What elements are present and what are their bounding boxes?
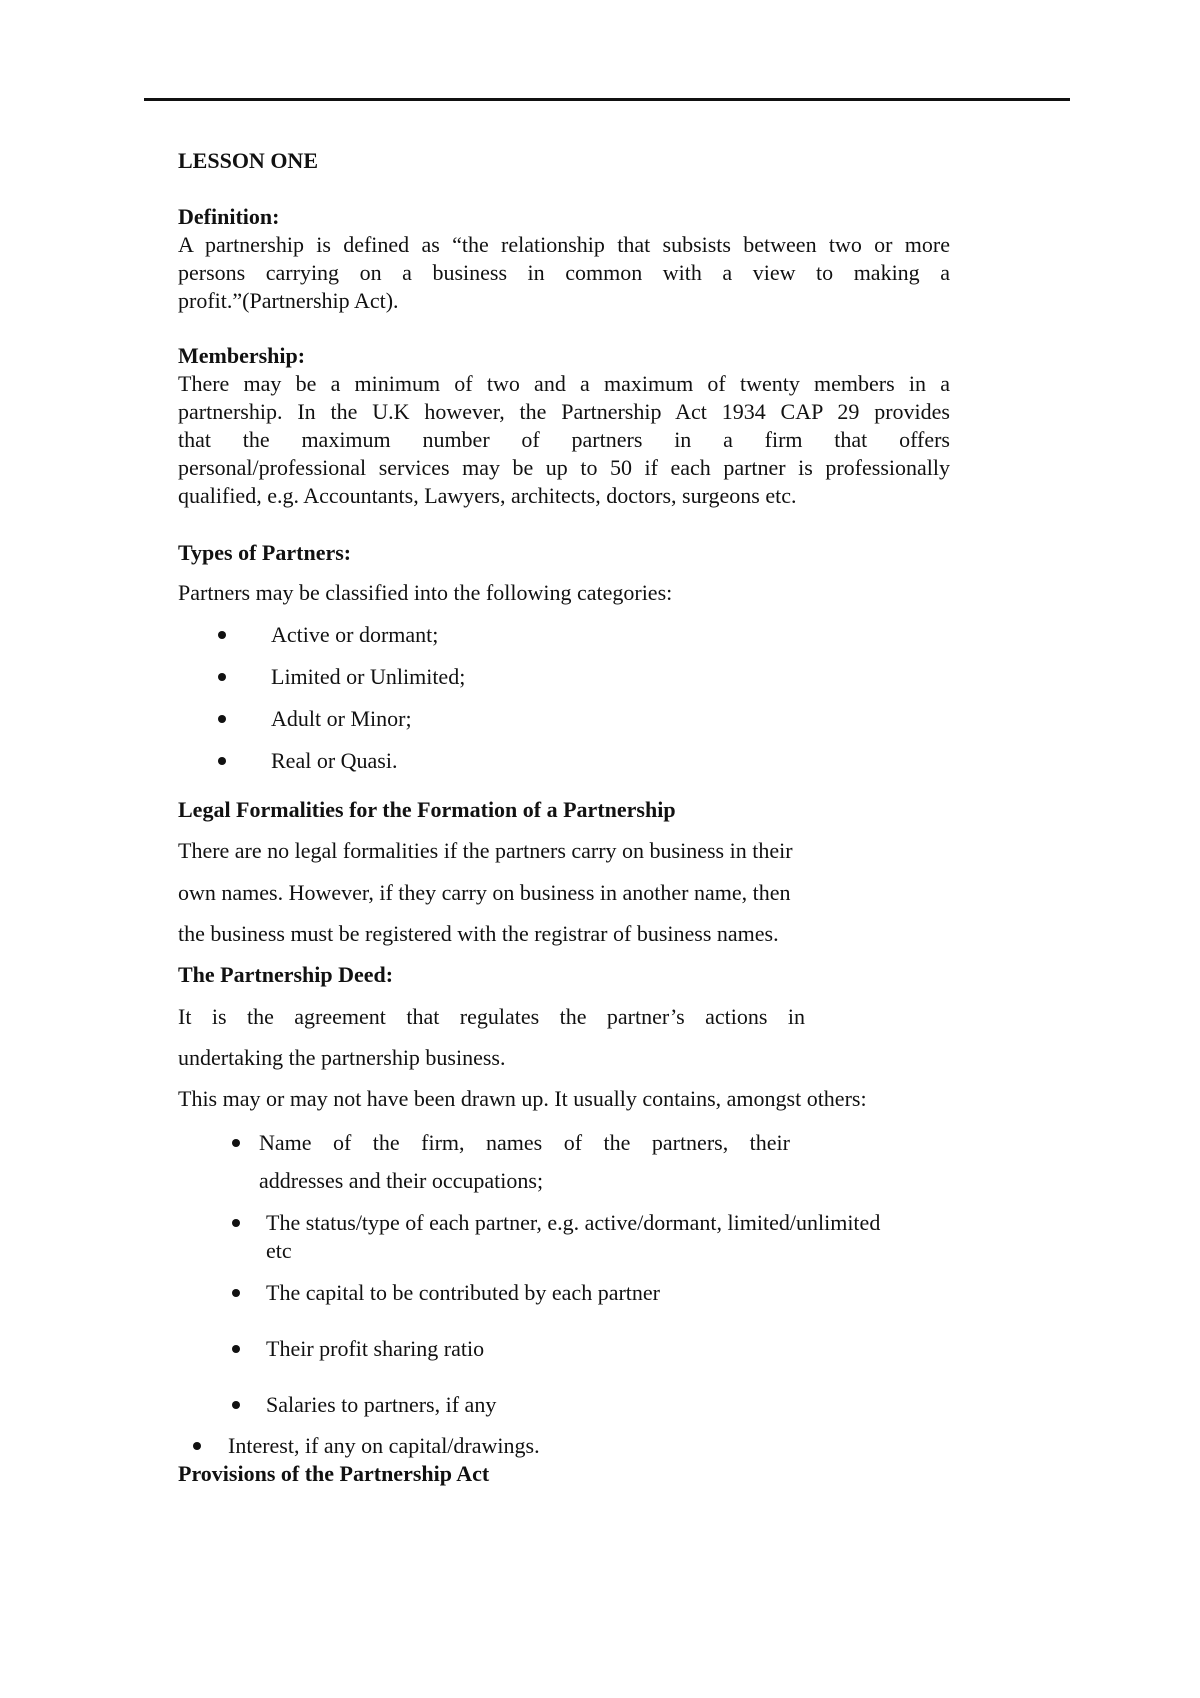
definition-paragraph [178,231,950,315]
deed-item-line: Salaries to partners, if any [266,1392,497,1417]
types-heading: Types of Partners: [178,540,352,565]
legal-line: There are no legal formalities if the partners carry on business in their [178,838,793,863]
bullet-icon [218,715,226,723]
membership-line: There may be a minimum of two and a maximum of twenty members in a [178,371,950,396]
types-item: Limited or Unlimited; [271,664,466,689]
membership-line: that the maximum number of partners in a firm that offers [178,427,950,452]
deed-item-line: Their profit sharing ratio [266,1336,485,1361]
types-item: Active or dormant; [271,622,439,647]
legal-line: the business must be registered with the registrar of business names. [178,921,779,946]
header-rule [144,98,1070,101]
membership-heading: Membership: [178,343,306,368]
types-intro: Partners may be classified into the following categories: [178,580,673,605]
bullet-icon [232,1289,240,1297]
bullet-icon [218,631,226,639]
bullet-icon [193,1442,201,1450]
definition-line: profit.”(Partnership Act). [178,288,399,313]
definition-heading: Definition: [178,204,280,229]
bullet-icon [232,1345,240,1353]
deed-item-line: The capital to be contributed by each partner [266,1280,660,1305]
deed-item-line: etc [266,1238,292,1263]
deed-item-line: addresses and their occupations; [259,1168,544,1193]
deed-line: It is the agreement that regulates the partner’s actions in [178,1004,805,1029]
membership-paragraph [178,370,950,510]
lesson-title: LESSON ONE [178,148,318,173]
bullet-icon [218,673,226,681]
bullet-icon [232,1219,240,1227]
definition-line: A partnership is defined as “the relationship that subsists between two or more [178,232,950,257]
membership-line: partnership. In the U.K however, the Partnership Act 1934 CAP 29 provides [178,399,950,424]
types-item: Adult or Minor; [271,706,412,731]
bullet-icon [232,1139,240,1147]
types-item: Real or Quasi. [271,748,398,773]
deed-heading: The Partnership Deed: [178,962,394,987]
deed-item-line: The status/type of each partner, e.g. active/dormant, limited/unlimited [266,1210,881,1235]
deed-item [259,1129,790,1157]
provisions-heading: Provisions of the Partnership Act [178,1461,490,1486]
deed-paragraph [178,1003,805,1031]
deed-line: undertaking the partnership business. [178,1045,506,1070]
deed-last-item: Interest, if any on capital/drawings. [228,1433,540,1458]
membership-line: qualified, e.g. Accountants, Lawyers, architects, doctors, surgeons etc. [178,483,797,508]
legal-heading: Legal Formalities for the Formation of a Partnership [178,797,676,822]
deed-item-line: Name of the firm, names of the partners, their [259,1130,790,1155]
membership-line: personal/professional services may be up to 50 if each partner is professionally [178,455,950,480]
deed-line: This may or may not have been drawn up. It usually contains, amongst others: [178,1086,867,1111]
bullet-icon [232,1401,240,1409]
bullet-icon [218,757,226,765]
legal-line: own names. However, if they carry on business in another name, then [178,880,791,905]
definition-line: persons carrying on a business in common with a view to making a [178,260,950,285]
